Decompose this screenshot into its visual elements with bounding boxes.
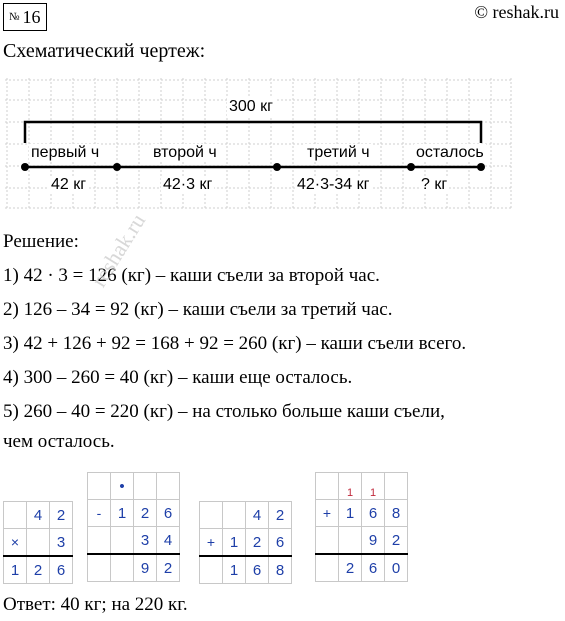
- digit-cell: [157, 473, 180, 500]
- site-credit: © reshak.ru: [474, 2, 559, 22]
- digit-cell: [88, 554, 111, 582]
- digit-cell: 1: [223, 556, 246, 584]
- digit-cell: 3: [50, 529, 73, 557]
- digit-cell: [316, 554, 339, 582]
- segment-point: [407, 163, 415, 171]
- step-1: 1) 42 · 3 = 126 (кг) – каши съели за второй час.: [3, 265, 380, 286]
- segment-label-first: первый ч: [31, 144, 100, 161]
- digit-cell: 9: [362, 527, 385, 555]
- digit-cell: [223, 502, 246, 529]
- digit-cell: [27, 529, 50, 557]
- digit-cell: 6: [246, 556, 269, 584]
- digit-cell: [134, 473, 157, 500]
- digit-cell: 9: [134, 554, 157, 582]
- digit-cell: 4: [27, 502, 50, 529]
- total-label: 300 кг: [229, 98, 273, 115]
- digit-cell: 1: [223, 529, 246, 557]
- digit-cell: 6: [157, 500, 180, 527]
- digit-cell: [200, 556, 223, 584]
- digit-cell: 6: [362, 554, 385, 582]
- schematic-diagram: [5, 78, 513, 210]
- digit-cell: 6: [362, 500, 385, 527]
- digit-cell: [111, 527, 134, 555]
- digit-cell: [88, 527, 111, 555]
- digit-cell: [339, 527, 362, 555]
- value-label-remaining: ? кг: [421, 176, 448, 193]
- step-2: 2) 126 – 34 = 92 (кг) – каши съели за третий час.: [3, 299, 393, 320]
- solution-title: Решение:: [3, 231, 79, 252]
- column-addition-2: [315, 472, 408, 582]
- task-number: 16: [22, 7, 41, 27]
- digit-cell: 1: [339, 473, 362, 500]
- digit-cell: 6: [50, 556, 73, 584]
- digit-cell: 6: [269, 529, 292, 557]
- task-number-badge: [3, 3, 47, 31]
- digit-cell: [200, 502, 223, 529]
- column-subtraction: [87, 472, 180, 582]
- digit-cell: [4, 502, 27, 529]
- digit-cell: +: [200, 529, 223, 557]
- number-sign: №: [9, 11, 20, 23]
- digit-cell: 8: [269, 556, 292, 584]
- digit-cell: 2: [27, 556, 50, 584]
- digit-cell: 2: [269, 502, 292, 529]
- digit-cell: 0: [385, 554, 408, 582]
- segment-point: [477, 163, 485, 171]
- digit-cell: [316, 527, 339, 555]
- watermark: reshak.ru: [86, 209, 151, 292]
- digit-cell: 4: [246, 502, 269, 529]
- digit-cell: 1: [362, 473, 385, 500]
- digit-cell: [385, 473, 408, 500]
- digit-cell: 8: [385, 500, 408, 527]
- value-label-first: 42 кг: [51, 176, 87, 193]
- step-5: 5) 260 – 40 = 220 (кг) – на столько больше каши съели,: [3, 401, 445, 422]
- digit-cell: [88, 473, 111, 500]
- diagram-heading: Схематический чертеж:: [3, 40, 206, 62]
- segment-point: [113, 163, 121, 171]
- digit-cell: 2: [339, 554, 362, 582]
- digit-cell: •: [111, 473, 134, 500]
- digit-cell: 4: [157, 527, 180, 555]
- answer: Ответ: 40 кг; на 220 кг.: [3, 594, 188, 615]
- digit-cell: 1: [111, 500, 134, 527]
- digit-cell: ×: [4, 529, 27, 557]
- digit-cell: 3: [134, 527, 157, 555]
- digit-cell: [316, 473, 339, 500]
- segment-point: [273, 163, 281, 171]
- value-label-second: 42·3 кг: [163, 176, 213, 193]
- digit-cell: 2: [50, 502, 73, 529]
- digit-cell: 2: [134, 500, 157, 527]
- digit-cell: 2: [385, 527, 408, 555]
- value-label-third: 42·3-34 кг: [297, 176, 370, 193]
- digit-cell: 1: [4, 556, 27, 584]
- segment-label-third: третий ч: [307, 144, 370, 161]
- digit-cell: 1: [339, 500, 362, 527]
- digit-cell: +: [316, 500, 339, 527]
- column-multiplication: [3, 501, 73, 584]
- segment-point: [21, 163, 29, 171]
- step-3: 3) 42 + 126 + 92 = 168 + 92 = 260 (кг) – каши съели всего.: [3, 333, 467, 354]
- step-5-continuation: чем осталось.: [3, 431, 115, 452]
- segment-label-second: второй ч: [153, 144, 217, 161]
- digit-cell: -: [88, 500, 111, 527]
- column-addition-1: [199, 501, 292, 584]
- segment-label-remaining: осталось: [416, 144, 484, 161]
- total-bracket: [25, 122, 481, 143]
- digit-cell: 2: [157, 554, 180, 582]
- step-4: 4) 300 – 260 = 40 (кг) – каши еще осталось.: [3, 367, 353, 388]
- digit-cell: 2: [246, 529, 269, 557]
- digit-cell: [111, 554, 134, 582]
